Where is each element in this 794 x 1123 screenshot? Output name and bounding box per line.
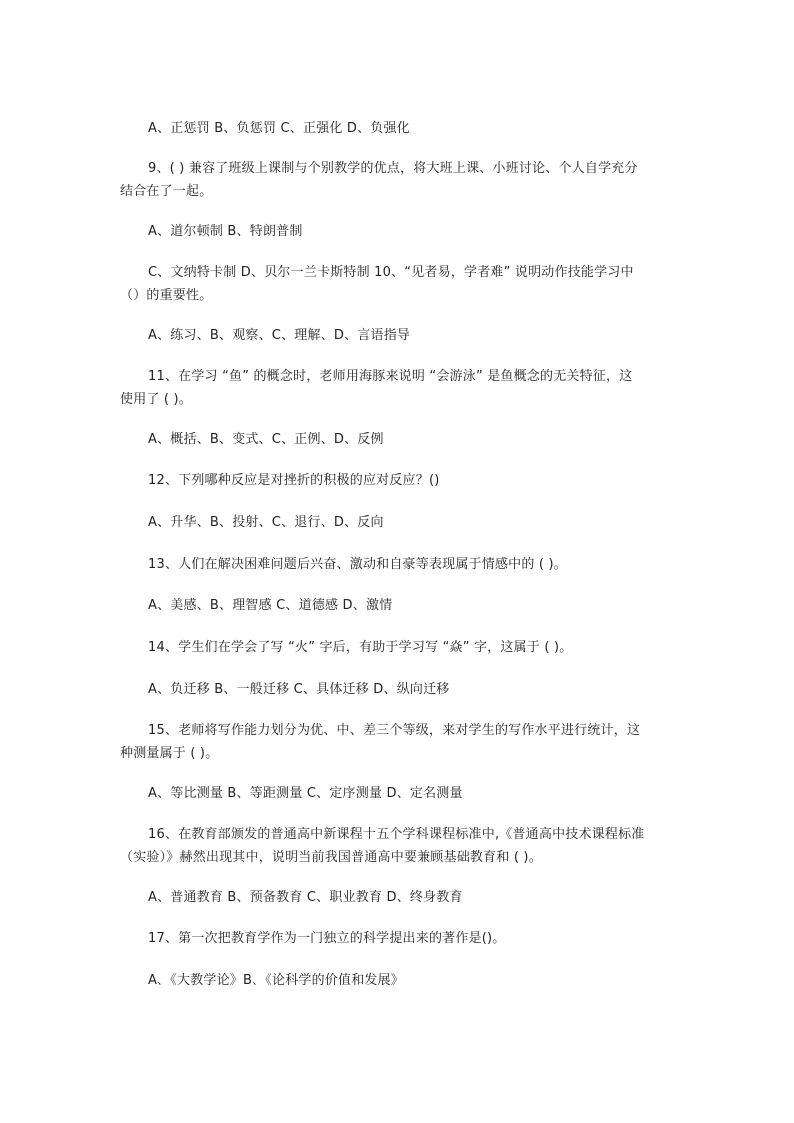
question-15-continued: 种测量属于 ( )。 [120,746,219,761]
option-line: A、道尔顿制 B、特朗普制 [148,224,303,239]
question-13: 13、人们在解决困难问题后兴奋、激动和自豪等表现属于情感中的 ( )。 [148,557,567,572]
option-line: A、正惩罚 B、负惩罚 C、正强化 D、负强化 [148,121,410,136]
question-9-continued: 结合在了一起。 [120,184,213,199]
option-line: A、概括、B、变式、C、正例、D、反例 [148,432,384,447]
question-9: 9、( ) 兼容了班级上课制与个别教学的优点，将大班上课、小班讨论、个人自学充分 [148,161,638,176]
question-11-continued: 使用了 ( )。 [120,392,193,407]
question-16: 16、在教育部颁发的普通高中新课程十五个学科课程标准中,《普通高中技术课程标准 [148,827,645,842]
option-line: A、等比测量 B、等距测量 C、定序测量 D、定名测量 [148,786,463,801]
question-10-continued: （）的重要性。 [120,288,213,303]
question-14: 14、学生们在学会了写 “火” 字后，有助于学习写 “焱” 字，这属于 ( )。 [148,640,573,655]
option-line: A、练习、B、观察、C、理解、D、言语指导 [148,328,411,343]
question-17: 17、第一次把教育学作为一门独立的科学提出来的著作是()。 [148,931,506,946]
option-line: A､《大教学论》B､《论科学的价值和发展》 [148,973,405,988]
question-10: C、文纳特卡制 D、贝尔一兰卡斯特制 10、“见者易，学者难” 说明动作技能学习中 [148,265,634,280]
option-line: A、升华、B、投射、C、退行、D、反向 [148,515,384,530]
question-16-continued: （实验）》赫然出现其中，说明当前我国普通高中要兼顾基础教育和 ( )。 [120,850,542,865]
option-line: A、负迁移 B、一般迁移 C、具体迁移 D、纵向迁移 [148,682,450,697]
question-11: 11、在学习 “鱼” 的概念时，老师用海豚来说明 “会游泳” 是鱼概念的无关特征，这 [148,369,633,384]
option-line: A、普通教育 B、预备教育 C、职业教育 D、终身教育 [148,890,463,905]
question-15: 15、老师将写作能力划分为优、中、差三个等级，来对学生的写作水平进行统计，这 [148,723,641,738]
question-12: 12、下列哪种反应是对挫折的积极的应对反应？() [148,473,440,488]
option-line: A、美感、B、理智感 C、道德感 D、激情 [148,598,393,613]
